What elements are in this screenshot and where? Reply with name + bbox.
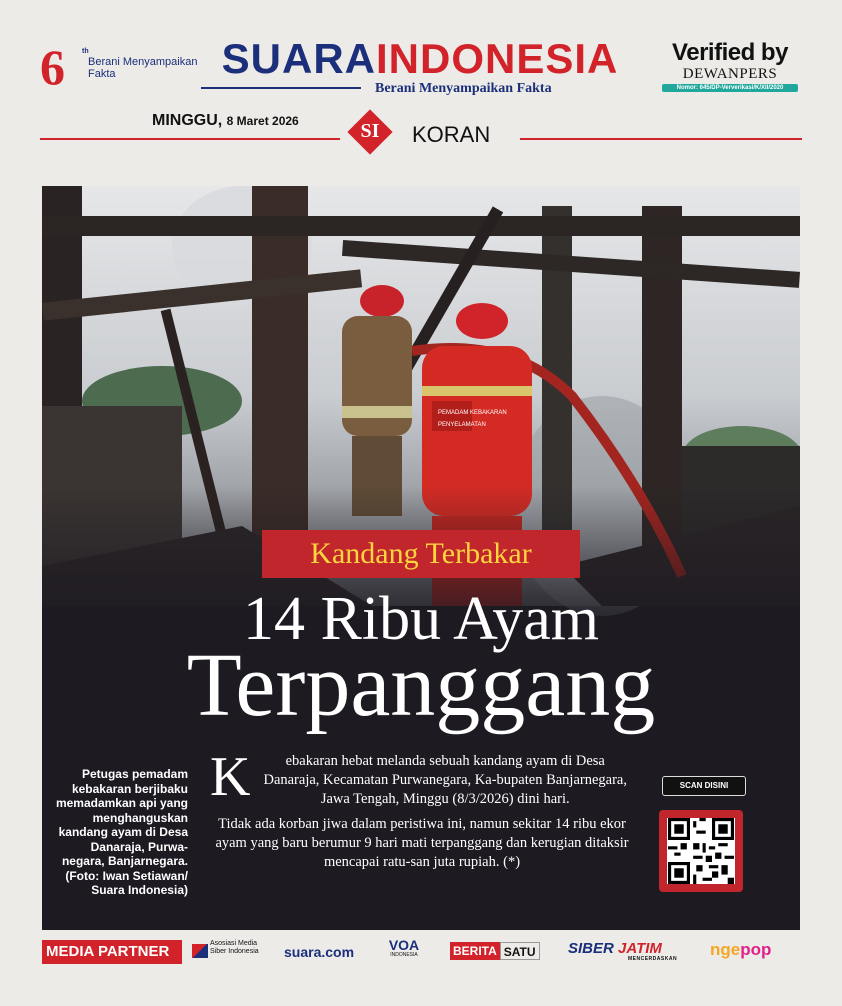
masthead-title-part2: INDONESIA	[375, 35, 619, 82]
masthead-title	[195, 36, 645, 82]
masthead-title-part1: SUARA	[221, 35, 376, 82]
partner-amsi[interactable]	[192, 940, 272, 964]
anniversary-suffix: th	[82, 48, 89, 55]
partner-siber-b: JATIM	[618, 940, 662, 957]
partner-ngepop[interactable]	[710, 940, 771, 960]
verified-number: Nomor: 645/DP-Ververikasi/K/XII/2020	[662, 84, 798, 92]
partner-suara[interactable]: suara.com	[284, 944, 355, 960]
masthead	[195, 36, 645, 96]
anniversary-tagline: Berani Menyampaikan Fakta	[88, 56, 198, 80]
article-kicker: Kandang Terbakar	[262, 530, 580, 578]
uniform-text1: PEMADAM KEBAKARAN	[438, 410, 507, 416]
scan-label: SCAN DISINI	[662, 776, 746, 796]
edition-label: KORAN	[412, 122, 491, 147]
drop-cap: K	[210, 746, 251, 808]
article-paragraph1-wrap	[210, 746, 634, 809]
si-diamond-logo-icon	[350, 112, 390, 152]
partner-siber-sub: MENCERDASKAN	[628, 956, 678, 962]
partner-nge-a: nge	[710, 940, 741, 959]
partner-berita-b: SATU	[500, 942, 540, 960]
dateline-day: MINGGU,	[152, 112, 223, 129]
amsi-logo-icon	[192, 944, 208, 958]
partner-voa-text: VOA	[388, 937, 420, 953]
partner-berita-a: BERITA	[450, 942, 500, 960]
masthead-slogan: Berani Menyampaikan Fakta	[375, 81, 552, 96]
article-paragraph2: Tidak ada korban jiwa dalam peristiwa ini, namun sekitar 14 ribu ekor ayam yang baru berumur 9 hari mati terpanggang dan kerugian ditaksir mencapai ratu-san juta rupiah. (*)	[215, 816, 629, 870]
media-partner-label: MEDIA PARTNER	[42, 940, 182, 964]
qr-code-icon[interactable]	[667, 818, 735, 884]
partner-siber-a: SIBER	[568, 940, 614, 957]
qr-code-frame[interactable]	[659, 810, 743, 892]
partner-nge-b: pop	[740, 940, 772, 959]
dateline	[152, 112, 299, 130]
uniform-text2: PENYELAMATAN	[438, 422, 486, 428]
verified-line2: DEWANPERS	[682, 66, 778, 82]
partner-voa[interactable]	[384, 938, 424, 958]
partner-voa-sub: INDONESIA	[390, 952, 418, 958]
header-rule-right	[520, 138, 802, 140]
anniversary-logo	[40, 39, 200, 100]
dateline-date: 8 Maret 2026	[226, 114, 299, 128]
article-paragraph1: ebakaran hebat melanda sebuah kandang ayam di Desa Danaraja, Kecamatan Purwanegara, Ka-bupaten Banjarnegara, Jawa Tengah, Minggu (8/3/2026) dini hari.	[263, 753, 627, 807]
partner-siberjatim[interactable]	[568, 940, 678, 962]
partner-beritasatu[interactable]	[450, 942, 540, 960]
anniversary-number: 6	[40, 39, 63, 95]
verified-line1: Verified by	[672, 39, 788, 66]
masthead-rule	[201, 87, 361, 89]
si-diamond-letters: SI	[360, 120, 380, 142]
partner-amsi-text: Asosiasi Media Siber Indonesia	[210, 940, 259, 955]
verified-badge	[660, 40, 800, 102]
photo-caption: Petugas pemadam kebakaran berjibaku memadamkan api yang menghanguskan kandang ayam di Desa Danaraja, Purwa-negara, Banjarnegara. (Foto: Iwan Setiawan/ Suara Indonesia)	[55, 767, 188, 897]
headline-line1: 14 Ribu Ayam	[243, 585, 599, 653]
article-body	[210, 746, 634, 872]
headline-line2: Terpanggang	[186, 636, 656, 735]
header-rule-left	[40, 138, 340, 140]
